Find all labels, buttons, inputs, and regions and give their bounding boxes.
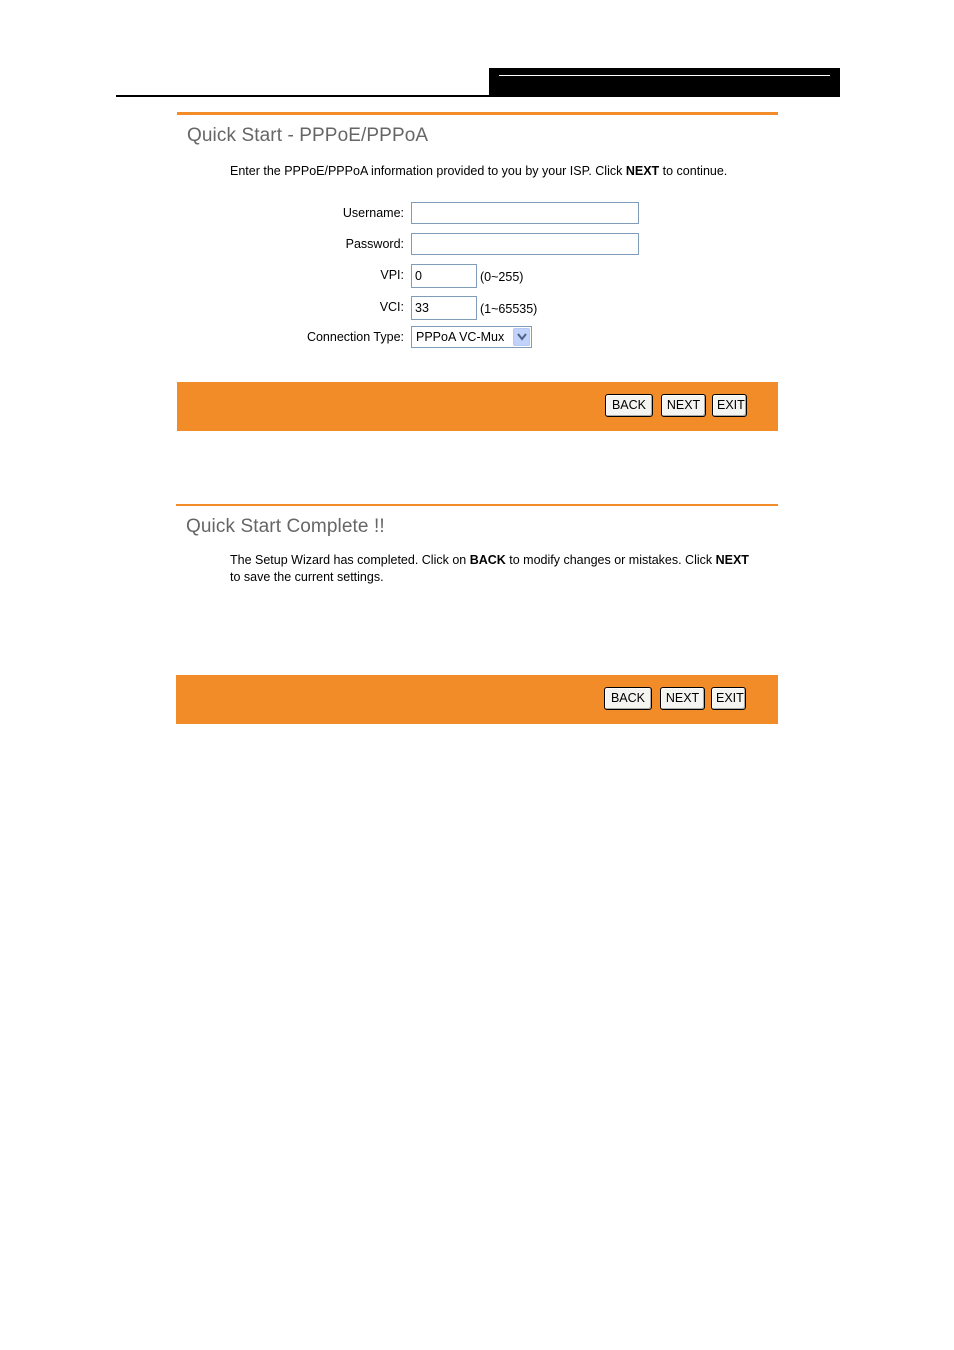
connection-type-select[interactable] [411, 326, 532, 348]
next-button[interactable]: NEXT [660, 687, 705, 710]
pppoe-panel [177, 112, 778, 431]
vci-row [177, 296, 778, 320]
username-label: Username: [342, 206, 404, 220]
vpi-label: VPI: [380, 268, 404, 282]
vci-range-hint: (1~65535) [480, 302, 538, 316]
vpi-field[interactable] [411, 264, 477, 288]
page-title: Quick Start - PPPoE/PPPoA [187, 125, 429, 146]
vpi-range-hint: (0~255) [480, 270, 524, 284]
username-row [177, 202, 778, 226]
button-bar [176, 675, 778, 724]
instructions-text: Enter the PPPoE/PPPoA information provided to you by your ISP. Click NEXT to continue. [230, 164, 728, 178]
back-button[interactable]: BACK [604, 687, 652, 710]
password-label: Password: [345, 237, 404, 251]
password-row [177, 233, 778, 257]
button-bar [177, 382, 778, 431]
vpi-row [177, 264, 778, 288]
panel-top-divider [176, 504, 778, 506]
back-button[interactable]: BACK [605, 394, 653, 417]
page-header-block [489, 68, 840, 97]
exit-button[interactable]: EXIT [711, 687, 746, 710]
username-field[interactable] [411, 202, 639, 224]
password-field[interactable] [411, 233, 639, 255]
complete-panel [176, 504, 778, 724]
page-title: Quick Start Complete !! [186, 516, 385, 537]
vci-label: VCI: [379, 300, 404, 314]
completion-text: The Setup Wizard has completed. Click on BACK to modify changes or mistakes. Click NEXT to save the current settings. [230, 553, 749, 584]
vci-field[interactable] [411, 296, 477, 320]
panel-top-divider [177, 112, 778, 115]
chevron-down-icon[interactable] [513, 328, 530, 346]
connection-type-row [177, 326, 778, 350]
next-button[interactable]: NEXT [661, 394, 706, 417]
exit-button[interactable]: EXIT [712, 394, 747, 417]
connection-type-value: PPPoA VC-Mux [416, 330, 505, 344]
connection-type-label: Connection Type: [306, 330, 404, 344]
